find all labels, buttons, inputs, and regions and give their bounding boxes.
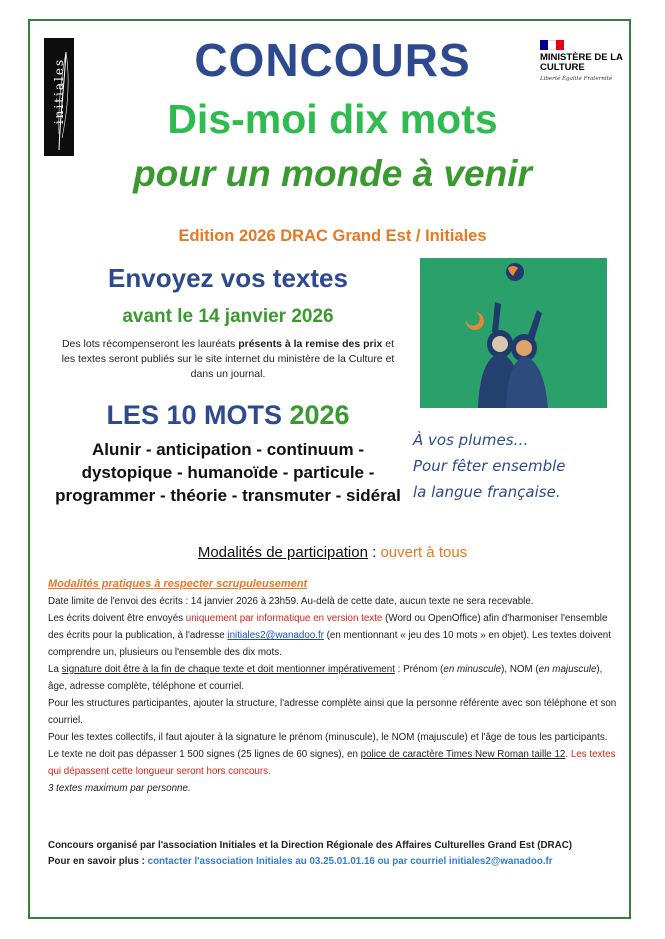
ministry-name: MINISTÈRE DE LA CULTURE [540, 52, 623, 73]
rule-format: Les écrits doivent être envoyés uniquement par informatique en version texte (Word ou OpenOffice) afin d'harmoniser l'ensemble des écrits pour la publication, à l'adresse initiales2@wanadoo.fr (en mentionnant « jeu des 10 mots » en objet). Les textes doivent comprendre un, plusieurs ou l'ensemble des dix mots. [48, 613, 611, 658]
rule-deadline: Date limite de l'envoi des écrits : 14 janvier 2026 à 23h59. Au-delà de cette date, aucun texte ne sera recevable. [48, 596, 534, 607]
contact-line: Pour en savoir plus : contacter l'association Initiales au 03.25.01.01.16 ou par courriel initiales2@wanadoo.fr [48, 856, 553, 867]
plumes-line-2: Pour fêter ensemble [413, 457, 566, 475]
concours-heading: CONCOURS [194, 34, 471, 86]
rules-section [48, 576, 624, 797]
initiales-logo-text: initiales [52, 57, 66, 125]
plumes-line-3: la langue française. [413, 483, 561, 501]
organizer-line: Concours organisé par l'association Initiales et la Direction Régionale des Affaires Culturelles Grand Est (DRAC) [48, 840, 573, 851]
prizes-paragraph: Des lots récompenseront les lauréats présents à la remise des prix et les textes seront publiés sur le site internet du ministère de la Culture et dans un journal. [61, 338, 395, 380]
edition-line: Edition 2026 DRAC Grand Est / Initiales [178, 227, 487, 245]
contact-link[interactable]: contacter l'association Initiales au 03.25.01.01.16 ou par courriel initiales2@wanadoo.fr [147, 856, 553, 867]
rule-signature: La signature doit être à la fin de chaque texte et doit mentionner impérativement : Prénom (en minuscule), NOM (en majuscule), âge, adresse complète, téléphone et courriel. [48, 664, 603, 692]
rule-collective: Pour les textes collectifs, il faut ajouter à la signature le prénom (minuscule), le NOM (majuscule) et l'âge de tous les participants. [48, 732, 608, 743]
rule-length: Le texte ne doit pas dépasser 1 500 signes (25 lignes de 60 signes), en police de caractère Times New Roman taille 12. Les textes qui dépassent cette longueur seront hors concours. [48, 749, 616, 777]
send-headline: Envoyez vos textes [108, 263, 348, 293]
words-list: Alunir - anticipation - continuum - dystopique - humanoïde - particule - programmer - théorie - transmuter - sidéral [55, 440, 401, 505]
rule-structures: Pour les structures participantes, ajouter la structure, l'adresse complète ainsi que la personne référente avec son téléphone et son courriel. [48, 698, 617, 726]
contest-title: Dis-moi dix mots [167, 96, 498, 142]
footer [48, 838, 624, 870]
email-link[interactable]: initiales2@wanadoo.fr [227, 630, 324, 641]
plumes-slogan [413, 427, 633, 505]
rule-max: 3 textes maximum par personne. [48, 783, 191, 794]
words-title: LES 10 MOTS 2026 [106, 400, 350, 430]
ministry-motto: Liberté Égalité Fraternité [540, 76, 613, 82]
participation-heading: Modalités de participation : ouvert à tous [197, 544, 468, 561]
illustration-astronauts [420, 258, 607, 408]
deadline-line: avant le 14 janvier 2026 [122, 306, 334, 327]
rules-subtitle: Modalités pratiques à respecter scrupuleusement [48, 578, 308, 590]
contest-subtitle: pour un monde à venir [133, 153, 532, 194]
plumes-line-1: À vos plumes… [413, 431, 529, 449]
